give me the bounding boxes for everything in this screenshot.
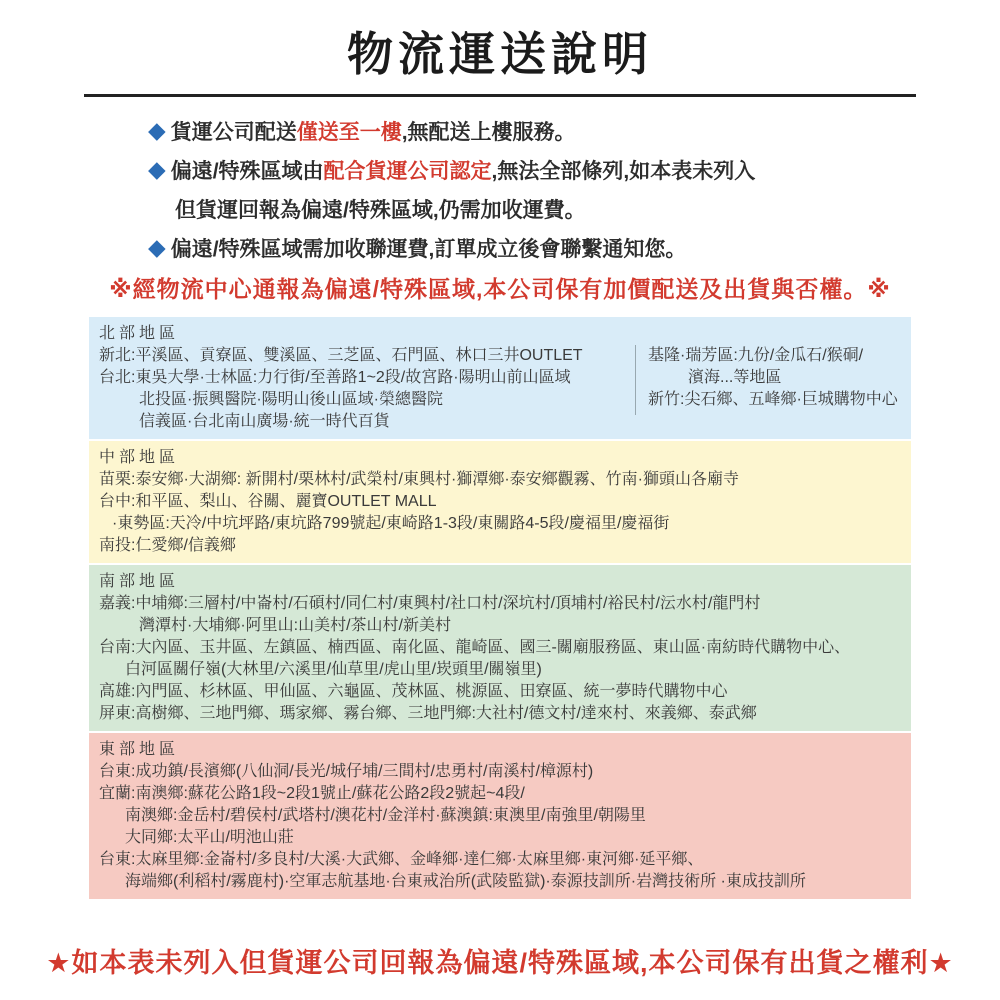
region-line: 大同鄉:太平山/明池山莊 [125,829,294,846]
region-north [89,317,911,439]
region-line: 苗栗:泰安鄉·大湖鄉: 新開村/栗林村/武榮村/東興村·獅潭鄉·泰安鄉觀霧、竹南·獅頭山各廟寺 [99,471,739,488]
region-line: 新北:平溪區、貢寮區、雙溪區、三芝區、石門區、林口三井OUTLET [99,347,583,364]
title-divider [84,94,916,97]
diamond-bullet-icon: ◆ [148,156,166,182]
region-heading-east: 東部地區 [99,741,180,758]
surcharge-notice: ※經物流中心通報為偏遠/特殊區域,本公司保有加價配送及出貨與否權。※ [109,276,891,302]
rule-text: 但貨運回報為偏遠/特殊區域,仍需加收運費。 [175,198,586,222]
region-line: 嘉義:中埔鄉:三層村/中崙村/石碩村/同仁村/東興村/社口村/深坑村/頂埔村/裕民村/沄水村/龍門村 [99,595,761,612]
region-line: 信義區·台北南山廣場·統一時代百貨 [139,413,390,430]
region-south [89,565,911,731]
north-left-column [99,345,635,433]
diamond-bullet-icon: ◆ [148,234,166,260]
region-line: 宜蘭:南澳鄉:蘇花公路1段~2段1號止/蘇花公路2段2號起~4段/ [99,785,525,802]
page-title: 物流運送說明 [347,28,653,80]
rule-text: ,無配送上樓服務。 [401,120,576,144]
region-line: 新竹:尖石鄉、五峰鄉·巨城購物中心 [648,391,898,408]
north-columns [99,345,903,433]
list-item-continuation [175,189,1000,228]
region-line: 南投:仁愛鄉/信義鄉 [99,537,236,554]
footer-disclaimer: ★如本表未列入但貨運公司回報為偏遠/特殊區域,本公司保有出貨之權利★ [46,948,954,978]
region-line: 台北:東吳大學·士林區:力行街/至善路1~2段/故宮路·陽明山前山區域 [99,369,571,386]
rule-text-highlight: 配合貨運公司認定 [323,159,492,183]
region-heading-south: 南部地區 [99,573,180,590]
region-line: 白河區關仔嶺(大林里/六溪里/仙草里/虎山里/崁頭里/關嶺里) [125,661,542,678]
rule-text: 貨運公司配送 [170,120,297,144]
region-line: 灣潭村·大埔鄉·阿里山:山美村/茶山村/新美村 [139,617,451,634]
list-item [148,111,1000,150]
rule-text: ,無法全部條列,如本表未列入 [491,159,756,183]
region-line: 濱海...等地區 [688,369,782,386]
rule-text-highlight: 僅送至一樓 [296,120,402,144]
region-heading-central: 中部地區 [99,449,180,466]
north-right-column [636,345,903,433]
delivery-rules-list [148,111,1000,267]
list-item [148,228,1000,267]
region-central [89,441,911,563]
rule-text: 偏遠/特殊區域需加收聯運費,訂單成立後會聯繫通知您。 [170,237,687,261]
region-line: 台東:太麻里鄉:金崙村/多良村/大溪·大武鄉、金峰鄉·達仁鄉·太麻里鄉·東河鄉·延平鄉、 [99,851,704,868]
region-line: ·東勢區:天冷/中坑坪路/東坑路799號起/東崎路1-3段/東關路4-5段/慶福里/慶福街 [112,515,670,532]
region-table [89,317,911,899]
region-east [89,733,911,899]
region-line: 北投區·振興醫院·陽明山後山區域·榮總醫院 [139,391,443,408]
region-line: 台南:大內區、玉井區、左鎮區、楠西區、南化區、龍崎區、國三-關廟服務區、東山區·南紡時代購物中心、 [99,639,851,656]
region-line: 台中:和平區、梨山、谷關、麗寶OUTLET MALL [99,493,437,510]
region-heading-north: 北部地區 [99,325,180,342]
region-line: 高雄:內門區、杉林區、甲仙區、六龜區、茂林區、桃源區、田寮區、統一夢時代購物中心 [99,683,728,700]
list-item [148,150,1000,189]
region-line: 南澳鄉:金岳村/碧侯村/武塔村/澳花村/金洋村·蘇澳鎮:東澳里/南強里/朝陽里 [125,807,646,824]
region-line: 基隆·瑞芳區:九份/金瓜石/猴硐/ [648,347,864,364]
region-line: 台東:成功鎮/長濱鄉(八仙洞/長光/城仔埔/三間村/忠勇村/南溪村/樟源村) [99,763,594,780]
region-line: 屏東:高樹鄉、三地門鄉、瑪家鄉、霧台鄉、三地門鄉:大社村/德文村/達來村、來義鄉、泰武鄉 [99,705,757,722]
region-line: 海端鄉(利稻村/霧鹿村)·空軍志航基地·台東戒治所(武陵監獄)·泰源技訓所·岩灣技術所 ·東成技訓所 [125,873,806,890]
diamond-bullet-icon: ◆ [148,117,166,143]
rule-text: 偏遠/特殊區域由 [170,159,324,183]
